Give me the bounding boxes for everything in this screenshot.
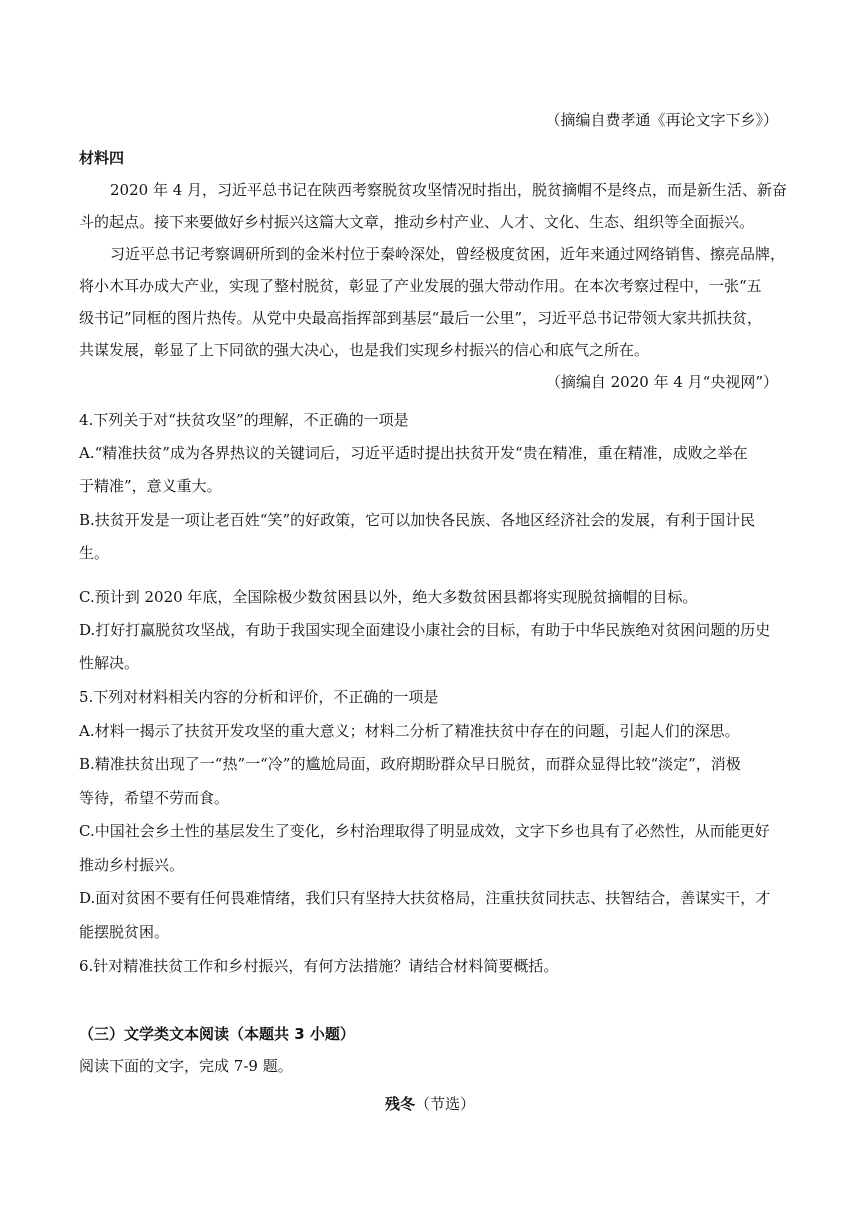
question-5-option-c: C.中国社会乡土性的基层发生了变化，乡村治理取得了明显成效，文字下乡也具有了必然性，从而能更好 bbox=[79, 822, 770, 840]
question-4-stem: 4.下列关于对“扶贫攻坚”的理解，不正确的一项是 bbox=[79, 411, 409, 429]
question-4-option-b: B.扶贫开发是一项让老百姓“笑”的好政策，它可以加快各民族、各地区经济社会的发展，有利于国计民 bbox=[79, 511, 756, 529]
question-5-option-d: D.面对贫困不要有任何畏难情绪，我们只有坚持大扶贫格局，注重扶贫同扶志、扶智结合，善谋实干，才 bbox=[79, 889, 771, 907]
paragraph-line: 2020 年 4 月，习近平总书记在陕西考察脱贫攻坚情况时指出，脱贫摘帽不是终点，而是新生活、新奋 bbox=[110, 181, 788, 199]
paragraph-line: 共谋发展，彰显了上下同欲的强大决心，也是我们实现乡村振兴的信心和底气之所在。 bbox=[79, 341, 650, 359]
question-5-option-a: A.材料一揭示了扶贫开发攻坚的重大意义；材料二分析了精准扶贫中存在的问题，引起人们的深思。 bbox=[79, 722, 740, 740]
material-4-heading: 材料四 bbox=[79, 149, 125, 167]
section-3-instruction: 阅读下面的文字，完成 7-9 题。 bbox=[79, 1057, 293, 1075]
question-5-option-d: 能摆脱贫困。 bbox=[79, 923, 170, 941]
question-5-option-c: 推动乡村振兴。 bbox=[79, 856, 185, 874]
paragraph-line: 斗的起点。接下来要做好乡村振兴这篇大文章，推动乡村产业、人才、文化、生态、组织等全面振兴。 bbox=[79, 213, 755, 231]
source-citation-2: （摘编自 2020 年 4 月“央视网”） bbox=[545, 373, 778, 391]
question-4-option-b: 生。 bbox=[79, 544, 110, 562]
question-6: 6.针对精准扶贫工作和乡村振兴，有何方法措施？请结合材料简要概括。 bbox=[79, 957, 559, 975]
question-4-option-d: 性解决。 bbox=[79, 654, 140, 672]
section-3-heading: （三）文学类文本阅读（本题共 3 小题） bbox=[79, 1025, 355, 1043]
story-title-note: （节选） bbox=[415, 1095, 476, 1113]
source-citation-1: （摘编自费孝通《再论文字下乡》） bbox=[545, 111, 778, 129]
paragraph-line: 级书记”同框的图片热传。从党中央最高指挥部到基层“最后一公里”，习近平总书记带领大家共抓扶贫， bbox=[79, 309, 763, 327]
question-4-option-c: C.预计到 2020 年底，全国除极少数贫困县以外，绝大多数贫困县都将实现脱贫摘帽的目标。 bbox=[79, 588, 698, 606]
question-5-stem: 5.下列对材料相关内容的分析和评价，不正确的一项是 bbox=[79, 688, 439, 706]
paragraph-line: 习近平总书记考察调研所到的金米村位于秦岭深处，曾经极度贫困，近年来通过网络销售、擦亮品牌， bbox=[110, 245, 786, 263]
question-5-option-b: B.精准扶贫出现了一“热”一“冷”的尴尬局面，政府期盼群众早日脱贫，而群众显得比较“淡定”，消极 bbox=[79, 755, 741, 773]
question-4-option-d: D.打好打赢脱贫攻坚战，有助于我国实现全面建设小康社会的目标，有助于中华民族绝对贫困问题的历史 bbox=[79, 621, 771, 639]
paragraph-line: 将小木耳办成大产业，实现了整村脱贫，彰显了产业发展的强大带动作用。在本次考察过程中，一张“五 bbox=[79, 277, 762, 295]
question-4-option-a: A.“精准扶贫”成为各界热议的关键词后，习近平适时提出扶贫开发“贵在精准，重在精准，成败之举在 bbox=[79, 444, 748, 462]
question-5-option-b: 等待，希望不劳而食。 bbox=[79, 789, 230, 807]
story-title: 残冬 bbox=[384, 1095, 415, 1113]
question-4-option-a: 于精准”，意义重大。 bbox=[79, 477, 222, 495]
story-title-line bbox=[0, 1094, 860, 1114]
